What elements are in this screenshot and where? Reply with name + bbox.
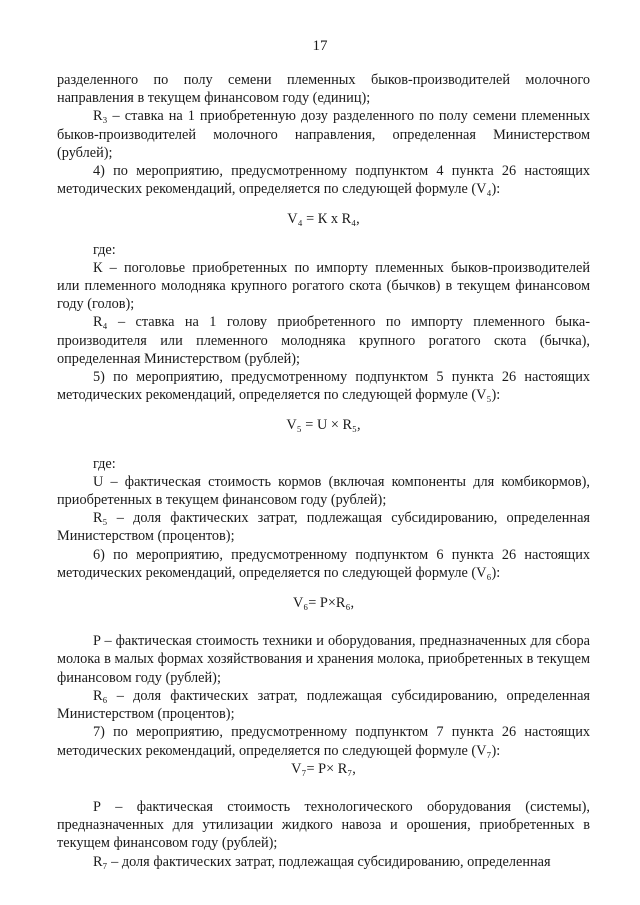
paragraph: К – поголовье приобретенных по импорту племенных быков-производителей или племенного молодняка крупного рогатого скота (бычков) в текущем финансовом году (голов);	[57, 259, 590, 313]
paragraph: 6) по мероприятию, предусмотренному подпунктом 6 пункта 26 настоящих методических рекомендаций, определяется по следующей формуле (V₆):	[57, 546, 590, 581]
paragraph: R₃ – ставка на 1 приобретенную дозу разделенного по полу семени племенных быков-производителей молочного направления, определенная Министерством (рублей);	[57, 108, 590, 161]
paragraph: R₆ – доля фактических затрат, подлежащая субсидированию, определенная Министерством (процентов);	[57, 687, 590, 723]
paragraph: 5) по мероприятию, предусмотренному подпунктом 5 пункта 26 настоящих методических рекомендаций, определяется по следующей формуле (V₅):	[57, 369, 590, 404]
paragraph: Р – фактическая стоимость технологического оборудования (системы), предназначенных для утилизации жидкого навоза и орошения, приобретенных в текущем финансовом году (рублей);	[57, 798, 590, 852]
paragraph: U – фактическая стоимость кормов (включая компоненты для комбикормов), приобретенных в текущем финансовом году (рублей);	[57, 473, 590, 509]
paragraph: R₅ – доля фактических затрат, подлежащая субсидированию, определенная Министерством (процентов);	[57, 510, 590, 545]
formula: V₆= P×R₆,	[292, 595, 355, 612]
document-body	[57, 71, 590, 871]
formula: V₇= P× R₇,	[291, 760, 356, 777]
formula: V₄ = К x R₄,	[287, 211, 360, 228]
paragraph: P – фактическая стоимость техники и оборудования, предназначенных для сбора молока в малых формах хозяйствования и хранения молока, приобретенных в текущем финансовом году (рублей);	[57, 633, 590, 686]
formula: V₅ = U × R₅,	[286, 417, 361, 434]
paragraph: разделенного по полу семени племенных быков-производителей молочного направления в текущем финансовом году (единиц);	[57, 72, 590, 107]
paragraph: 7) по мероприятию, предусмотренному подпунктом 7 пункта 26 настоящих методических рекомендаций, определяется по следующей формуле (V₇):	[57, 724, 590, 759]
where-label: где:	[93, 241, 116, 258]
paragraph: R₇ – доля фактических затрат, подлежащая субсидированию, определенная	[93, 853, 551, 870]
where-label: где:	[93, 455, 116, 472]
paragraph: R₄ – ставка на 1 голову приобретенного по импорту племенного быка-производителя или племенного молодняка крупного рогатого скота (бычка), определенная Министерством (рублей);	[57, 314, 590, 367]
page-number: 17	[312, 38, 328, 54]
paragraph: 4) по мероприятию, предусмотренному подпунктом 4 пункта 26 настоящих методических рекомендаций, определяется по следующей формуле (V₄):	[57, 163, 590, 198]
